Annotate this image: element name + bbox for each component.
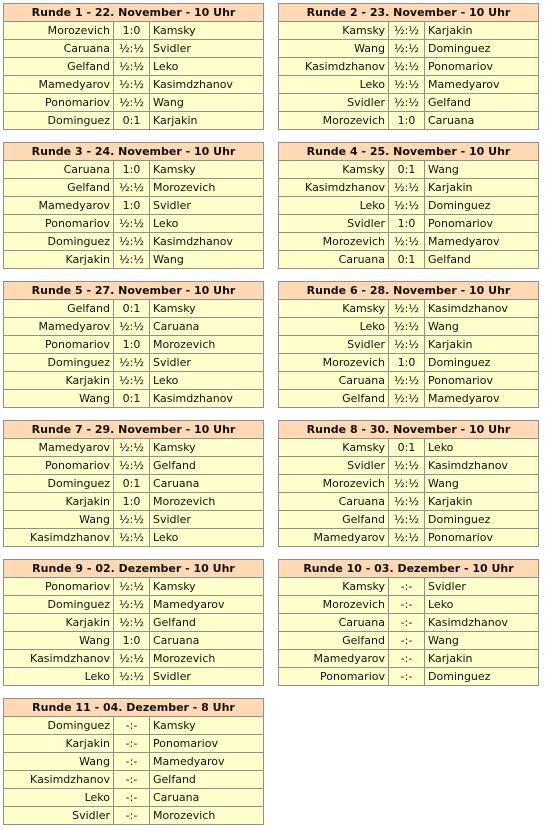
game-row (4, 233, 263, 251)
game-row (4, 439, 263, 457)
game-row (279, 390, 538, 407)
game-result: -:- (389, 632, 425, 649)
game-row (279, 300, 538, 318)
black-player: Kamsky (153, 719, 196, 732)
game-result: ½:½ (114, 578, 150, 595)
game-row (4, 372, 263, 390)
game-result: ½:½ (114, 251, 150, 268)
white-player: Ponomariov (4, 457, 114, 474)
game-row (279, 632, 538, 650)
round-title: Runde 2 - 23. November - 10 Uhr (279, 4, 538, 22)
white-player: Ponomariov (4, 215, 114, 232)
game-row (4, 771, 263, 789)
game-row (4, 493, 263, 511)
black-player: Gelfand (153, 459, 196, 472)
game-row (4, 179, 263, 197)
game-row (279, 22, 538, 40)
game-row (279, 614, 538, 632)
black-player: Mamedyarov (428, 78, 500, 91)
white-player: Gelfand (4, 58, 114, 75)
white-player: Karjakin (4, 735, 114, 752)
game-result: ½:½ (114, 318, 150, 335)
white-player: Morozevich (4, 22, 114, 39)
game-result: -:- (389, 614, 425, 631)
game-row (4, 112, 263, 129)
game-row (4, 336, 263, 354)
round-table-4 (278, 142, 539, 269)
round-title: Runde 4 - 25. November - 10 Uhr (279, 143, 538, 161)
black-player: Kamsky (153, 580, 196, 593)
white-player: Kasimdzhanov (4, 650, 114, 667)
white-player: Leko (279, 76, 389, 93)
black-player: Caruana (428, 114, 475, 127)
game-result: ½:½ (389, 76, 425, 93)
game-result: ½:½ (114, 354, 150, 371)
game-row (279, 372, 538, 390)
black-player: Kamsky (153, 24, 196, 37)
round-title: Runde 10 - 03. Dezember - 10 Uhr (279, 560, 538, 578)
round-title: Runde 6 - 28. November - 10 Uhr (279, 282, 538, 300)
game-row (279, 76, 538, 94)
white-player: Morozevich (279, 475, 389, 492)
game-row (279, 336, 538, 354)
white-player: Ponomariov (4, 578, 114, 595)
game-result: ½:½ (114, 94, 150, 111)
round-table-1 (3, 3, 264, 130)
white-player: Kamsky (279, 161, 389, 178)
black-player: Dominguez (428, 356, 491, 369)
game-row (279, 94, 538, 112)
game-row (4, 529, 263, 546)
white-player: Gelfand (4, 300, 114, 317)
white-player: Wang (4, 511, 114, 528)
game-row (279, 668, 538, 685)
game-row (4, 789, 263, 807)
black-player: Svidler (153, 356, 191, 369)
black-player: Mamedyarov (428, 392, 500, 405)
white-player: Mamedyarov (4, 318, 114, 335)
white-player: Mamedyarov (4, 76, 114, 93)
game-result: 1:0 (114, 161, 150, 178)
game-result: -:- (114, 717, 150, 734)
white-player: Caruana (279, 372, 389, 389)
white-player: Caruana (279, 493, 389, 510)
white-player: Mamedyarov (4, 197, 114, 214)
white-player: Morozevich (279, 596, 389, 613)
black-player: Kasimdzhanov (428, 302, 508, 315)
white-player: Wang (4, 390, 114, 407)
game-result: -:- (389, 578, 425, 595)
black-player: Svidler (428, 580, 466, 593)
game-row (4, 161, 263, 179)
white-player: Kasimdzhanov (279, 179, 389, 196)
black-player: Morozevich (153, 495, 216, 508)
white-player: Leko (4, 789, 114, 806)
game-result: -:- (114, 807, 150, 824)
game-result: 1:0 (114, 336, 150, 353)
black-player: Leko (153, 217, 179, 230)
game-row (4, 251, 263, 268)
black-player: Morozevich (153, 809, 216, 822)
game-row (4, 735, 263, 753)
black-player: Svidler (153, 513, 191, 526)
game-result: ½:½ (389, 336, 425, 353)
round-table-9 (3, 559, 264, 686)
game-result: 1:0 (389, 112, 425, 129)
white-player: Morozevich (279, 112, 389, 129)
black-player: Mamedyarov (153, 755, 225, 768)
game-row (279, 233, 538, 251)
black-player: Morozevich (153, 652, 216, 665)
game-result: ½:½ (114, 614, 150, 631)
black-player: Wang (428, 163, 459, 176)
black-player: Wang (428, 634, 459, 647)
white-player: Mamedyarov (279, 650, 389, 667)
black-player: Caruana (153, 320, 200, 333)
game-result: 0:1 (389, 251, 425, 268)
game-row (4, 614, 263, 632)
game-row (4, 197, 263, 215)
white-player: Kasimdzhanov (279, 58, 389, 75)
game-row (279, 650, 538, 668)
game-result: ½:½ (114, 457, 150, 474)
game-result: ½:½ (114, 233, 150, 250)
black-player: Karjakin (428, 338, 473, 351)
game-row (4, 578, 263, 596)
white-player: Wang (4, 753, 114, 770)
round-table-2 (278, 3, 539, 130)
round-table-3 (3, 142, 264, 269)
game-row (4, 22, 263, 40)
game-row (4, 717, 263, 735)
game-row (279, 475, 538, 493)
game-result: 1:0 (389, 354, 425, 371)
white-player: Dominguez (4, 354, 114, 371)
game-row (4, 668, 263, 685)
white-player: Wang (279, 40, 389, 57)
game-row (279, 251, 538, 268)
white-player: Kamsky (279, 439, 389, 456)
game-result: ½:½ (389, 457, 425, 474)
black-player: Kasimdzhanov (428, 459, 508, 472)
black-player: Karjakin (153, 114, 198, 127)
white-player: Svidler (279, 215, 389, 232)
game-result: 0:1 (114, 475, 150, 492)
black-player: Karjakin (428, 495, 473, 508)
game-row (4, 300, 263, 318)
game-result: ½:½ (389, 372, 425, 389)
game-row (279, 596, 538, 614)
game-result: ½:½ (114, 439, 150, 456)
white-player: Kamsky (279, 578, 389, 595)
black-player: Svidler (153, 42, 191, 55)
white-player: Ponomariov (4, 94, 114, 111)
black-player: Morozevich (153, 338, 216, 351)
white-player: Morozevich (279, 354, 389, 371)
game-result: ½:½ (114, 372, 150, 389)
game-result: ½:½ (114, 668, 150, 685)
round-title: Runde 7 - 29. November - 10 Uhr (4, 421, 263, 439)
black-player: Dominguez (428, 42, 491, 55)
game-result: 0:1 (389, 161, 425, 178)
white-player: Karjakin (4, 372, 114, 389)
game-row (4, 318, 263, 336)
game-result: ½:½ (389, 40, 425, 57)
white-player: Karjakin (4, 614, 114, 631)
game-row (4, 94, 263, 112)
game-result: ½:½ (114, 179, 150, 196)
white-player: Mamedyarov (4, 439, 114, 456)
black-player: Kasimdzhanov (153, 78, 233, 91)
black-player: Wang (428, 320, 459, 333)
black-player: Svidler (153, 670, 191, 683)
round-title: Runde 3 - 24. November - 10 Uhr (4, 143, 263, 161)
round-title: Runde 11 - 04. Dezember - 8 Uhr (4, 699, 263, 717)
black-player: Dominguez (428, 513, 491, 526)
game-result: ½:½ (114, 511, 150, 528)
round-table-7 (3, 420, 264, 547)
game-result: -:- (114, 735, 150, 752)
white-player: Kamsky (279, 300, 389, 317)
black-player: Wang (428, 477, 459, 490)
white-player: Leko (279, 318, 389, 335)
game-row (4, 457, 263, 475)
game-result: -:- (114, 771, 150, 788)
game-result: ½:½ (114, 529, 150, 546)
game-result: 1:0 (114, 197, 150, 214)
game-row (279, 197, 538, 215)
white-player: Morozevich (279, 233, 389, 250)
game-result: ½:½ (389, 58, 425, 75)
black-player: Leko (153, 60, 179, 73)
black-player: Wang (153, 253, 184, 266)
game-row (279, 578, 538, 596)
white-player: Dominguez (4, 596, 114, 613)
black-player: Kamsky (153, 441, 196, 454)
game-result: -:- (389, 596, 425, 613)
white-player: Wang (4, 632, 114, 649)
white-player: Gelfand (279, 511, 389, 528)
game-row (4, 596, 263, 614)
white-player: Svidler (4, 807, 114, 824)
game-row (4, 807, 263, 824)
white-player: Dominguez (4, 233, 114, 250)
game-result: -:- (389, 650, 425, 667)
white-player: Kasimdzhanov (4, 529, 114, 546)
black-player: Leko (153, 374, 179, 387)
game-row (4, 475, 263, 493)
white-player: Kasimdzhanov (4, 771, 114, 788)
black-player: Kasimdzhanov (428, 616, 508, 629)
black-player: Karjakin (428, 24, 473, 37)
white-player: Dominguez (4, 717, 114, 734)
white-player: Leko (4, 668, 114, 685)
round-table-5 (3, 281, 264, 408)
game-row (279, 179, 538, 197)
white-player: Gelfand (279, 390, 389, 407)
white-player: Dominguez (4, 112, 114, 129)
black-player: Karjakin (428, 181, 473, 194)
game-row (279, 354, 538, 372)
game-row (4, 390, 263, 407)
game-row (4, 650, 263, 668)
game-result: ½:½ (114, 76, 150, 93)
game-row (4, 40, 263, 58)
game-result: ½:½ (389, 493, 425, 510)
game-result: 1:0 (389, 215, 425, 232)
black-player: Wang (153, 96, 184, 109)
black-player: Gelfand (153, 616, 196, 629)
white-player: Caruana (279, 251, 389, 268)
game-row (279, 529, 538, 546)
game-result: ½:½ (114, 58, 150, 75)
black-player: Caruana (153, 477, 200, 490)
game-row (279, 511, 538, 529)
black-player: Ponomariov (428, 217, 493, 230)
white-player: Svidler (279, 457, 389, 474)
black-player: Leko (428, 598, 454, 611)
black-player: Caruana (153, 791, 200, 804)
game-result: ½:½ (114, 650, 150, 667)
white-player: Gelfand (4, 179, 114, 196)
black-player: Gelfand (153, 773, 196, 786)
game-result: 1:0 (114, 632, 150, 649)
game-result: 0:1 (114, 300, 150, 317)
black-player: Karjakin (428, 652, 473, 665)
round-table-11 (3, 698, 264, 825)
white-player: Kamsky (279, 22, 389, 39)
game-result: ½:½ (114, 596, 150, 613)
game-result: -:- (114, 753, 150, 770)
game-result: ½:½ (389, 94, 425, 111)
white-player: Ponomariov (279, 668, 389, 685)
game-result: 1:0 (114, 22, 150, 39)
round-table-8 (278, 420, 539, 547)
game-row (4, 511, 263, 529)
black-player: Dominguez (428, 199, 491, 212)
black-player: Mamedyarov (428, 235, 500, 248)
game-row (4, 753, 263, 771)
white-player: Caruana (4, 161, 114, 178)
game-result: ½:½ (389, 511, 425, 528)
white-player: Karjakin (4, 493, 114, 510)
game-result: -:- (114, 789, 150, 806)
game-result: 0:1 (114, 112, 150, 129)
round-title: Runde 8 - 30. November - 10 Uhr (279, 421, 538, 439)
white-player: Ponomariov (4, 336, 114, 353)
game-row (4, 632, 263, 650)
game-result: ½:½ (389, 475, 425, 492)
game-result: ½:½ (389, 300, 425, 317)
game-row (279, 58, 538, 76)
game-row (4, 215, 263, 233)
black-player: Ponomariov (428, 531, 493, 544)
white-player: Caruana (279, 614, 389, 631)
round-title: Runde 1 - 22. November - 10 Uhr (4, 4, 263, 22)
game-row (4, 76, 263, 94)
game-result: ½:½ (389, 390, 425, 407)
game-result: ½:½ (389, 22, 425, 39)
black-player: Leko (153, 531, 179, 544)
white-player: Leko (279, 197, 389, 214)
game-row (279, 40, 538, 58)
white-player: Dominguez (4, 475, 114, 492)
white-player: Svidler (279, 94, 389, 111)
black-player: Ponomariov (153, 737, 218, 750)
game-result: ½:½ (114, 215, 150, 232)
game-result: 1:0 (114, 493, 150, 510)
black-player: Kasimdzhanov (153, 392, 233, 405)
white-player: Caruana (4, 40, 114, 57)
game-result: ½:½ (389, 179, 425, 196)
game-result: ½:½ (389, 233, 425, 250)
black-player: Kamsky (153, 302, 196, 315)
black-player: Morozevich (153, 181, 216, 194)
game-result: ½:½ (389, 197, 425, 214)
game-result: ½:½ (389, 318, 425, 335)
round-title: Runde 9 - 02. Dezember - 10 Uhr (4, 560, 263, 578)
black-player: Svidler (153, 199, 191, 212)
game-row (279, 493, 538, 511)
game-row (279, 215, 538, 233)
black-player: Dominguez (428, 670, 491, 683)
black-player: Ponomariov (428, 374, 493, 387)
white-player: Gelfand (279, 632, 389, 649)
game-result: -:- (389, 668, 425, 685)
game-result: 0:1 (389, 439, 425, 456)
round-title: Runde 5 - 27. November - 10 Uhr (4, 282, 263, 300)
game-row (279, 112, 538, 129)
game-result: ½:½ (389, 529, 425, 546)
round-table-10 (278, 559, 539, 686)
game-result: 0:1 (114, 390, 150, 407)
game-row (279, 318, 538, 336)
game-row (4, 58, 263, 76)
black-player: Gelfand (428, 96, 471, 109)
black-player: Gelfand (428, 253, 471, 266)
round-table-6 (278, 281, 539, 408)
game-row (279, 439, 538, 457)
black-player: Kamsky (153, 163, 196, 176)
game-row (279, 457, 538, 475)
white-player: Svidler (279, 336, 389, 353)
black-player: Caruana (153, 634, 200, 647)
black-player: Leko (428, 441, 454, 454)
game-row (4, 354, 263, 372)
black-player: Ponomariov (428, 60, 493, 73)
white-player: Karjakin (4, 251, 114, 268)
game-row (279, 161, 538, 179)
black-player: Kasimdzhanov (153, 235, 233, 248)
white-player: Mamedyarov (279, 529, 389, 546)
game-result: ½:½ (114, 40, 150, 57)
black-player: Mamedyarov (153, 598, 225, 611)
